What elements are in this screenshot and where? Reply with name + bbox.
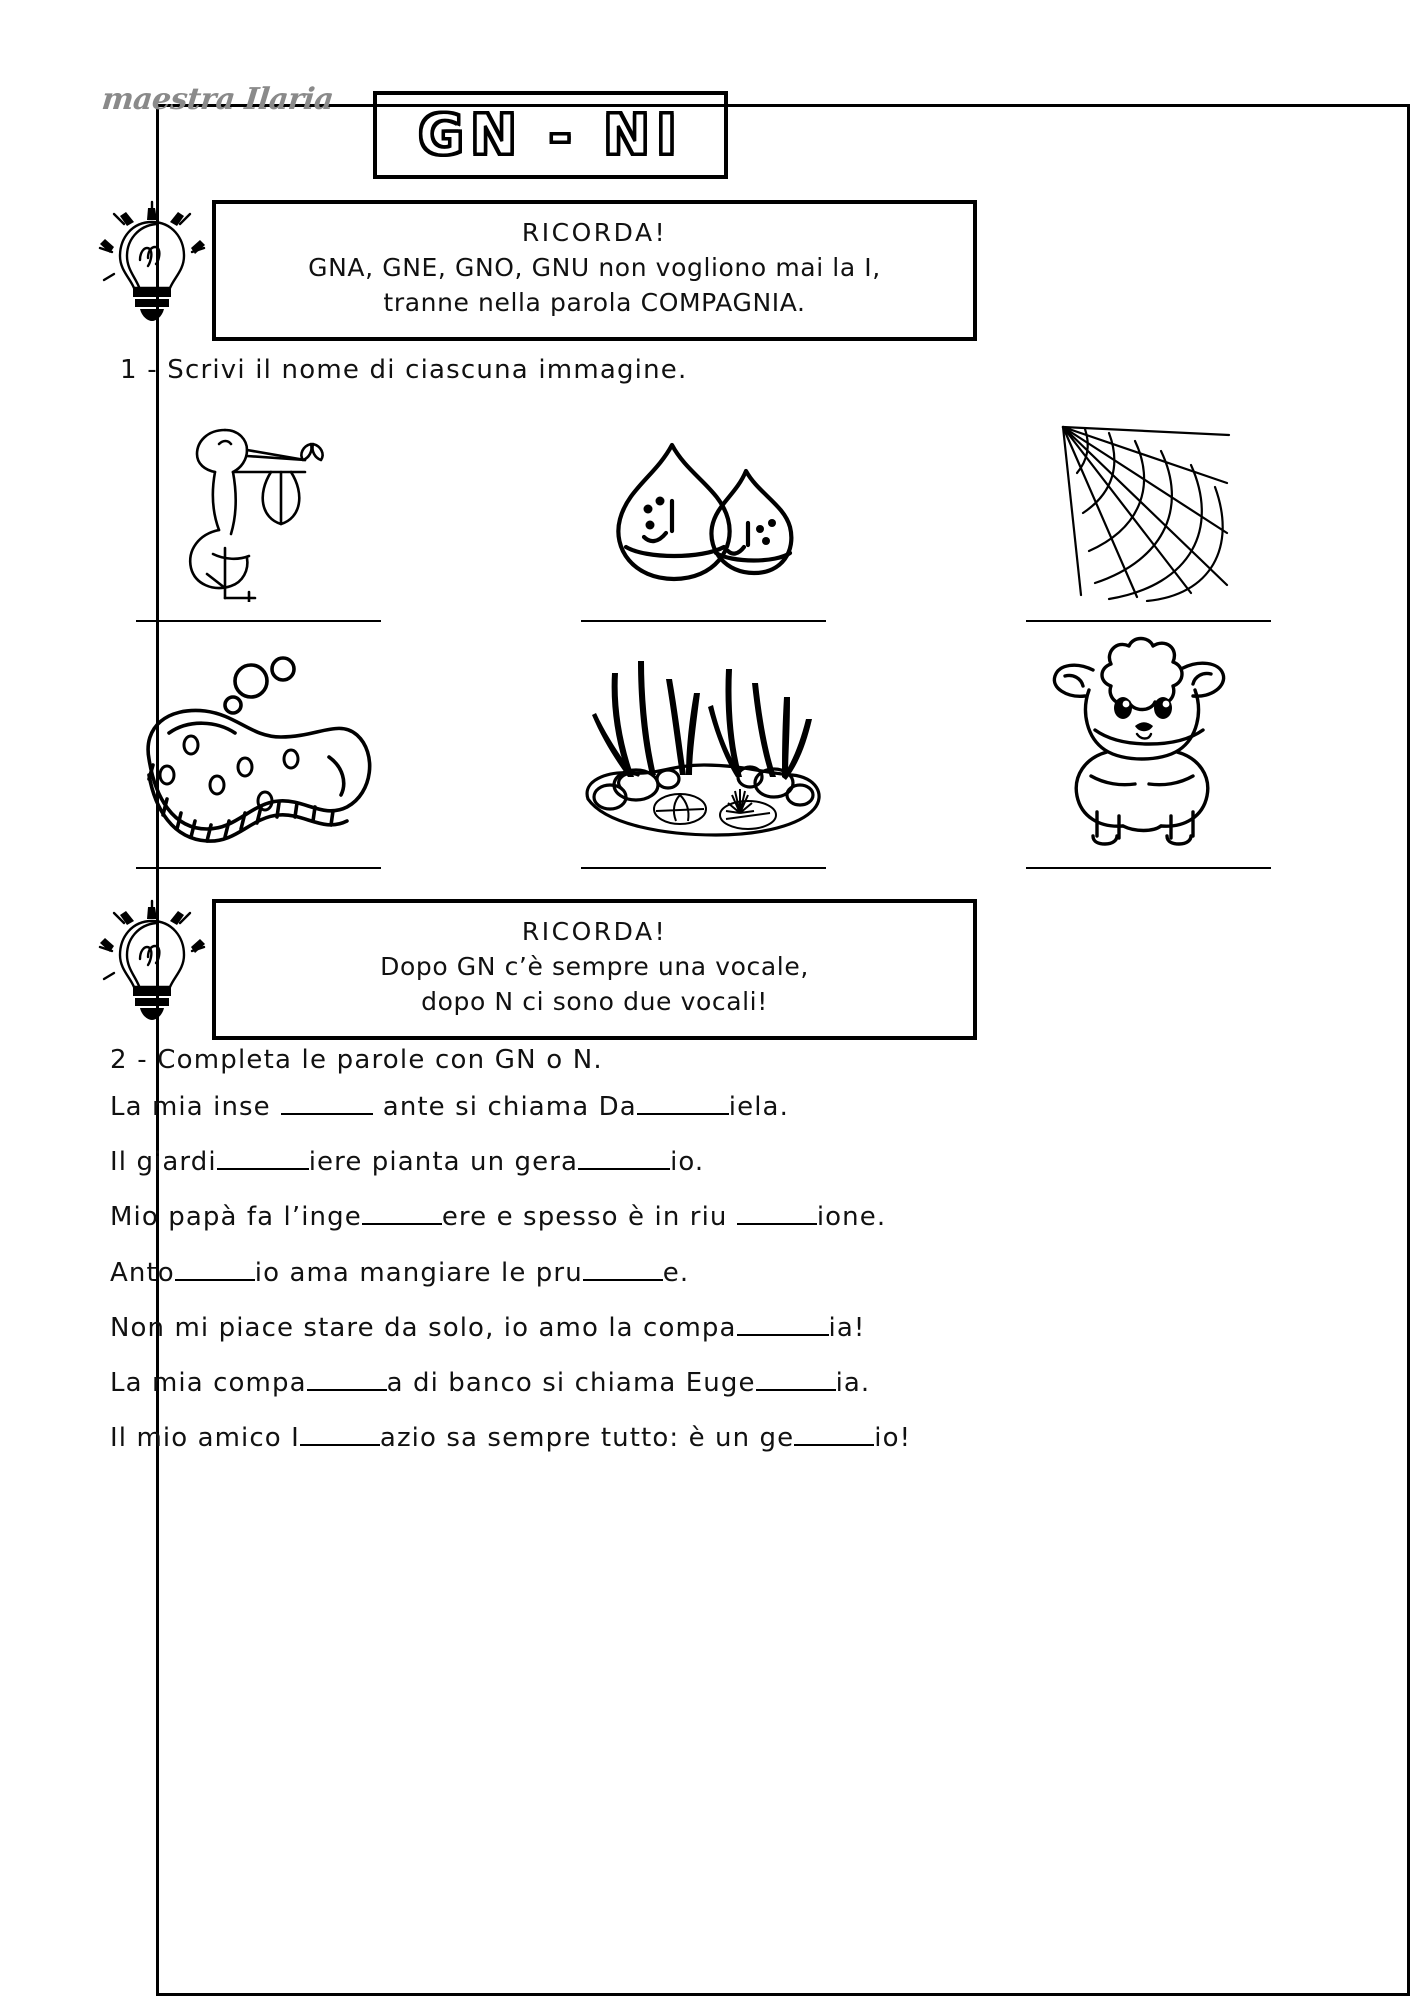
ricorda-box-1 bbox=[212, 200, 977, 341]
sentence-part: io! bbox=[874, 1423, 912, 1454]
sentence-part: Anto bbox=[110, 1257, 175, 1288]
sentence-part: io ama mangiare le pru bbox=[254, 1257, 583, 1288]
sentence-part: Il mio amico I bbox=[110, 1423, 300, 1454]
sentence-part: a di banco si chiama Euge bbox=[386, 1367, 756, 1398]
lamb-icon bbox=[1031, 634, 1266, 849]
fill-blank[interactable] bbox=[737, 1223, 817, 1225]
answer-line[interactable] bbox=[581, 863, 826, 869]
chestnuts-icon bbox=[586, 437, 821, 602]
sentence-part: io. bbox=[670, 1147, 705, 1178]
sentence-part: ione. bbox=[816, 1202, 887, 1233]
ricorda-block-2 bbox=[96, 899, 977, 1040]
sponge-icon bbox=[133, 649, 383, 849]
exercise-2-prompt: 2 - Completa le parole con GN o N. bbox=[110, 1045, 603, 1075]
sentence-row bbox=[110, 1202, 1300, 1233]
sentence-row bbox=[110, 1258, 1300, 1289]
picture-art bbox=[163, 397, 353, 602]
picture-art bbox=[1031, 644, 1266, 849]
answer-line[interactable] bbox=[1026, 616, 1271, 622]
sentence-part: e. bbox=[662, 1257, 690, 1288]
sentence-part: ante si chiama Da bbox=[382, 1092, 637, 1122]
picture-cell-agnello bbox=[998, 644, 1298, 869]
sentence-part: Mio papà fa l’inge bbox=[110, 1202, 362, 1233]
pond-icon bbox=[576, 649, 831, 849]
picture-cell-cicogna bbox=[108, 397, 408, 622]
picture-art bbox=[576, 644, 831, 849]
sentence-row bbox=[110, 1092, 1300, 1123]
sentence-part: azio sa sempre tutto: è un ge bbox=[379, 1423, 795, 1454]
stork-icon bbox=[163, 402, 353, 602]
sentence-row bbox=[110, 1368, 1300, 1399]
sentence-part: iere pianta un gera bbox=[308, 1147, 579, 1178]
picture-cell-stagno bbox=[553, 644, 853, 869]
ricorda-block-1 bbox=[96, 200, 977, 341]
exercise-2-sentences bbox=[110, 1092, 1300, 1478]
ricorda-line-2b: dopo N ci sono due vocali! bbox=[421, 987, 768, 1017]
sentence-part: ere e spesso è in riu bbox=[441, 1202, 737, 1233]
sentence-part: Non mi piace stare da solo, io amo la compa bbox=[110, 1312, 737, 1343]
fill-blank[interactable] bbox=[175, 1279, 255, 1281]
fill-blank[interactable] bbox=[756, 1389, 836, 1391]
sentence-row bbox=[110, 1147, 1300, 1178]
sentence-part: La mia compa bbox=[110, 1367, 307, 1398]
fill-blank[interactable] bbox=[217, 1168, 309, 1170]
sentence-row bbox=[110, 1313, 1300, 1344]
fill-blank[interactable] bbox=[307, 1389, 387, 1391]
sentence-row bbox=[110, 1423, 1300, 1454]
answer-line[interactable] bbox=[581, 616, 826, 622]
ricorda-heading-1: RICORDA! bbox=[521, 218, 668, 247]
sentence-part: Il giardi bbox=[110, 1147, 217, 1178]
fill-blank[interactable] bbox=[737, 1334, 829, 1336]
fill-blank[interactable] bbox=[794, 1444, 874, 1446]
spiderweb-icon bbox=[1051, 417, 1246, 602]
ricorda-line-1a: GNA, GNE, GNO, GNU non vogliono mai la I, bbox=[308, 252, 881, 282]
picture-cell-ragnatela bbox=[998, 397, 1298, 622]
lightbulb-icon bbox=[96, 899, 208, 1031]
sentence-part: iela. bbox=[728, 1092, 789, 1122]
fill-blank[interactable] bbox=[362, 1223, 442, 1225]
fill-blank[interactable] bbox=[300, 1444, 380, 1446]
ricorda-line-2a: Dopo GN c’è sempre una vocale, bbox=[380, 951, 809, 981]
picture-art bbox=[586, 397, 821, 602]
brand-logo: maestra Ilaria bbox=[100, 82, 336, 117]
ricorda-heading-2: RICORDA! bbox=[521, 917, 668, 946]
answer-line[interactable] bbox=[136, 616, 381, 622]
sentence-part: La mia inse bbox=[110, 1092, 271, 1122]
exercise-1-prompt: 1 - Scrivi il nome di ciascuna immagine. bbox=[120, 355, 688, 385]
picture-row-2 bbox=[108, 644, 1298, 869]
picture-cell-spugna bbox=[108, 644, 408, 869]
fill-blank[interactable] bbox=[578, 1168, 670, 1170]
lightbulb-icon bbox=[96, 200, 208, 332]
picture-row-1 bbox=[108, 397, 1298, 622]
picture-cell-castagne bbox=[553, 397, 853, 622]
picture-grid bbox=[108, 397, 1298, 869]
fill-blank[interactable] bbox=[281, 1113, 373, 1115]
page-title: GN - NI bbox=[418, 102, 683, 168]
fill-blank[interactable] bbox=[583, 1279, 663, 1281]
ricorda-line-1b: tranne nella parola COMPAGNIA. bbox=[383, 288, 806, 318]
worksheet-page bbox=[78, 52, 1332, 1944]
answer-line[interactable] bbox=[136, 863, 381, 869]
answer-line[interactable] bbox=[1026, 863, 1271, 869]
sentence-part: ia. bbox=[835, 1367, 871, 1398]
fill-blank[interactable] bbox=[637, 1113, 729, 1115]
picture-art bbox=[133, 644, 383, 849]
title-box bbox=[373, 91, 728, 179]
ricorda-box-2 bbox=[212, 899, 977, 1040]
picture-art bbox=[1051, 397, 1246, 602]
sentence-part: ia! bbox=[828, 1312, 866, 1343]
